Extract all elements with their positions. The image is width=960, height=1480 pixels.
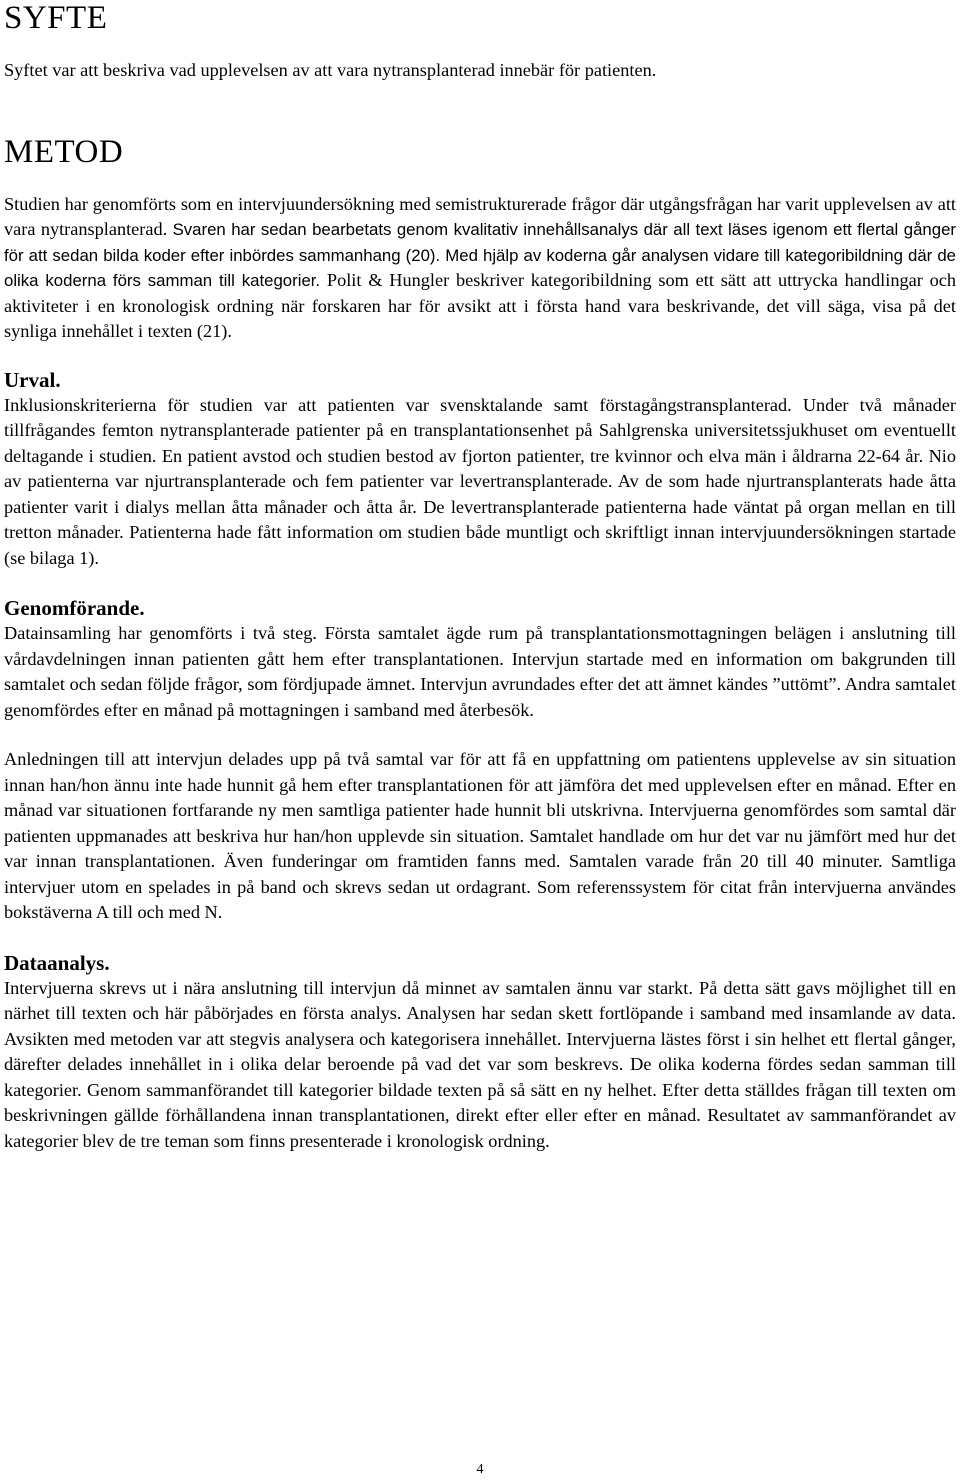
- metod-paragraph: [4, 192, 956, 345]
- genomforande-paragraph-2: Anledningen till att intervjun delades upp på två samtal var för att få en uppfattning om patientens upplevelse av sin situation innan han/hon ännu inte hade hunnit gå hem efter transplantationen för att jämföra det med upplevelsen efter en månad. Efter en månad var situationen fortfarande ny men samtliga patienter hade hunnit bli utskrivna. Intervjuerna genomfördes som samtal där patienten uppmanades att beskriva hur han/hon upplevde sin situation. Samtalet handlade om hur det var nu jämfört med hur det var innan transplantationen. Även funderingar om framtiden fanns med. Samtalen varade från 20 till 40 minuter. Samtliga intervjuer utom en spelades in på band och skrevs sedan ut ordagrant. Som referenssystem för citat från intervjuerna användes bokstäverna A till och med N.: [4, 749, 956, 922]
- metod-text-part1: Studien har genomförts som en intervjuundersökning med semistrukturerade frågor där utgångsfrågan har varit upplevelsen av att vara nytransplanterad.: [4, 193, 956, 239]
- syfte-paragraph: Syftet var att beskriva vad upplevelsen av att vara nytransplanterad innebär för patienten.: [4, 60, 657, 80]
- section-heading-metod: METOD: [4, 133, 124, 170]
- metod-text-part2: Svaren har sedan bearbetats genom kvalitativ innehållsanalys där all text läses igenom ett flertal gånger för att sedan bilda koder efter inbördes sammanhang (20). Med hjälp av koderna går analysen vidare till kategoribildning där de olika koderna förs samman till kategorier.: [4, 220, 956, 290]
- page-number: 4: [476, 1462, 484, 1477]
- dataanalys-paragraph: Intervjuerna skrevs ut i nära anslutning till intervjun då minnet av samtalen ännu var starkt. På detta sätt gavs möjlighet till en närhet till texten och här påbörjades en första analys. Analysen har sedan skett fortlöpande i samband med insamlande av data. Avsikten med metoden var att stegvis analysera och kategorisera innehållet. Intervjuerna lästes först i sin helhet ett flertal gånger, därefter delades innehållet in i olika delar beroende på vad det var som beskrevs. De olika koderna fördes sedan samman till kategorier. Genom sammanförandet till kategorier bildade texten på så sätt en ny helhet. Efter detta ställdes frågan till texten om beskrivningen gällde förhållandena innan transplantationen, direkt efter eller efter en månad. Resultatet av sammanförandet av kategorier blev de tre teman som finns presenterade i kronologisk ordning.: [4, 977, 956, 1151]
- subsection-heading-dataanalys: Dataanalys.: [4, 950, 110, 975]
- metod-text-part3: Polit & Hungler beskriver kategoribildning som ett sätt att uttrycka handlingar och aktiviteter i en kronologisk ordning när forskaren har för avsikt att i första hand vara beskrivande, det vill säga, visa på det synliga innehållet i texten (21).: [4, 270, 957, 341]
- urval-paragraph: Inklusionskriterierna för studien var att patienten var svensktalande samt förstagångstransplanterad. Under två månader tillfrågandes femton nytransplanterade patienter på en transplantationsenhet på Sahlgrenska universitetssjukhuset om eventuellt deltagande i studien. En patient avstod och studien bestod av fjorton patienter, tre kvinnor och elva män i åldrarna 22-64 år. Nio av patienterna var njurtransplanterade och fem patienter var levertransplanterade. Av de som hade njurtransplanterats hade åtta patienter varit i dialys mellan åtta månader och åtta år. De levertransplanterade patienterna hade väntat på organ mellan en till tretton månader. Patienterna hade fått information om studien både muntligt och skriftligt innan intervjuundersökningen startade (se bilaga 1).: [4, 394, 956, 568]
- subsection-heading-genomforande: Genomförande.: [4, 596, 145, 620]
- subsection-heading-urval: Urval.: [4, 367, 61, 392]
- document-page: [4, 0, 956, 1480]
- section-heading-syfte: SYFTE: [4, 0, 108, 36]
- genomforande-paragraph-1: Datainsamling har genomförts i två steg. Första samtalet ägde rum på transplantationsmottagningen belägen i anslutning till vårdavdelningen innan patienten gått hem efter transplantationen. Intervjun startade med en information om bakgrunden till samtalet och sedan följde frågor, som fördjupade ämnet. Intervjun avrundades efter det att ämnet kändes ”uttömt”. Andra samtalet genomfördes efter en månad på mottagningen i samband med återbesök.: [4, 623, 956, 720]
